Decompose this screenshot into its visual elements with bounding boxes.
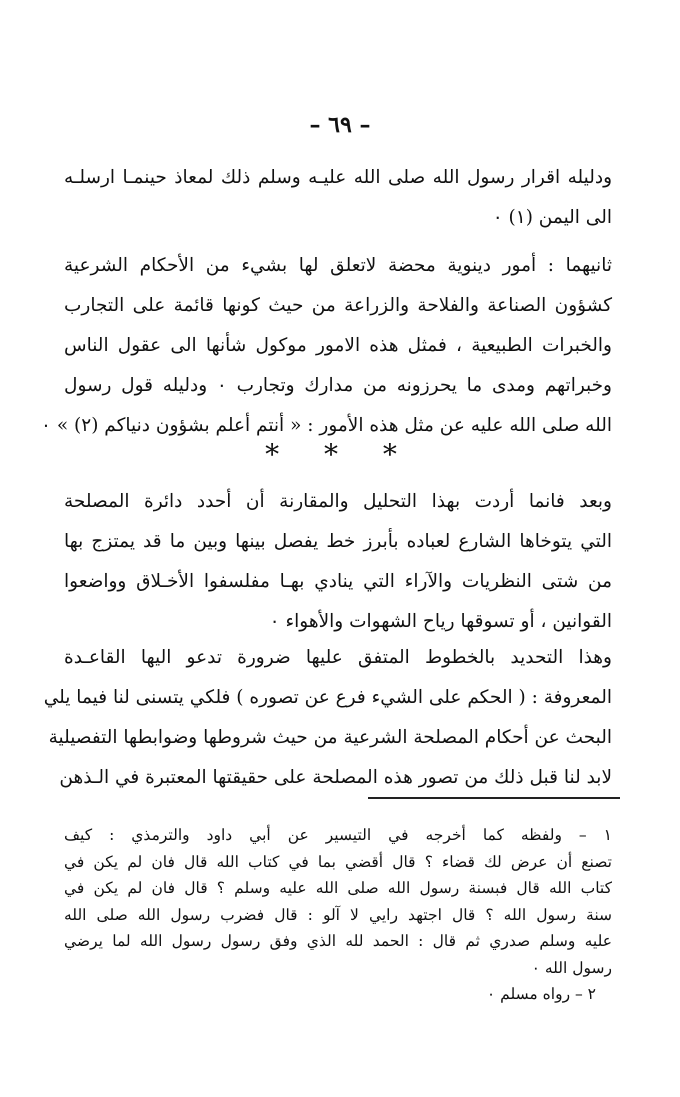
paragraph-3 xyxy=(64,482,612,642)
text-line: وبعد فانما أردت بهذا التحليل والمقارنة أن أحدد دائرة المصلحة xyxy=(64,491,612,512)
paragraph-2 xyxy=(41,246,612,446)
text-line: ثانيهما : أمور دينوية محضة لاتعلق لها بشيء من الأحكام الشرعية xyxy=(64,255,612,276)
footnote-line: تصنع أن عرض لك قضاء ؟ قال أقضي بما في كتاب الله قال فان لم يكن في xyxy=(64,852,612,871)
footnote-1 xyxy=(64,822,612,981)
footnote-2 xyxy=(64,981,612,1008)
footnote-line: عليه وسلم صدري ثم قال : الحمد لله الذي وفق رسول رسول الله لما يرضي xyxy=(64,932,612,950)
text-line: القوانين ، أو تسوقها رياح الشهوات والأهواء ٠ xyxy=(269,611,612,632)
footnote-line: كتاب الله قال فبسنة رسول الله صلى الله عليه وسلم ؟ قال فان لم يكن في xyxy=(64,879,612,897)
text-line: الى اليمن (١) ٠ xyxy=(492,207,612,228)
text-line: الله صلى الله عليه عن مثل هذه الأمور : « أنتم أعلم بشؤون دنياكم (٢) » ٠ xyxy=(41,415,612,436)
text-line: البحث عن أحكام المصلحة الشرعية من حيث شروطها وضوابطها التفصيلية xyxy=(48,727,612,748)
footnote-line: سنة رسول الله ؟ قال اجتهد رايي لا آلو : قال فضرب رسول الله صلى الله xyxy=(64,905,612,924)
footnote-divider xyxy=(368,797,620,799)
footnote-line: ١ – ولفظه كما أخرجه في التيسير عن أبي داود والترمذي : كيف xyxy=(64,826,612,844)
text-line: وخبراتهم ومدى ما يحرزونه من مدارك وتجارب ٠ ودليله قول رسول xyxy=(64,375,612,396)
text-line: ودليله اقرار رسول الله صلى الله عليـه وسلم ذلك لمعاذ حينمـا ارسلـه xyxy=(64,167,612,188)
text-line: والخبرات الطبيعية ، فمثل هذه الامور موكول شأنها الى عقول الناس xyxy=(64,335,612,356)
text-line: وهذا التحديد بالخطوط المتفق عليها ضرورة تدعو اليها القاعـدة xyxy=(64,647,612,668)
footnote-line: ٢ – رواه مسلم ٠ xyxy=(486,985,596,1003)
paragraph-4 xyxy=(43,638,612,798)
section-separator: * * * xyxy=(265,438,415,471)
page-number: – ٦٩ – xyxy=(309,112,371,138)
text-line: من شتى النظريات والآراء التي ينادي بهـا مفلسفوا الأخـلاق وواضعوا xyxy=(64,571,612,592)
paragraph-1 xyxy=(64,158,612,238)
text-line: التي يتوخاها الشارع لعباده بأبرز خط يفصل بينها وبين ما قد يمتزج بها xyxy=(64,531,612,552)
text-line: لابد لنا قبل ذلك من تصور هذه المصلحة على حقيقتها المعتبرة في الـذهن xyxy=(59,767,612,788)
footnote-line: رسول الله ٠ xyxy=(531,958,612,977)
text-line: كشؤون الصناعة والفلاحة والزراعة من حيث كونها قائمة على التجارب xyxy=(64,295,612,316)
text-line: المعروفة : ( الحكم على الشيء فرع عن تصوره ) فلكي يتسنى لنا فيما يلي xyxy=(43,687,612,708)
